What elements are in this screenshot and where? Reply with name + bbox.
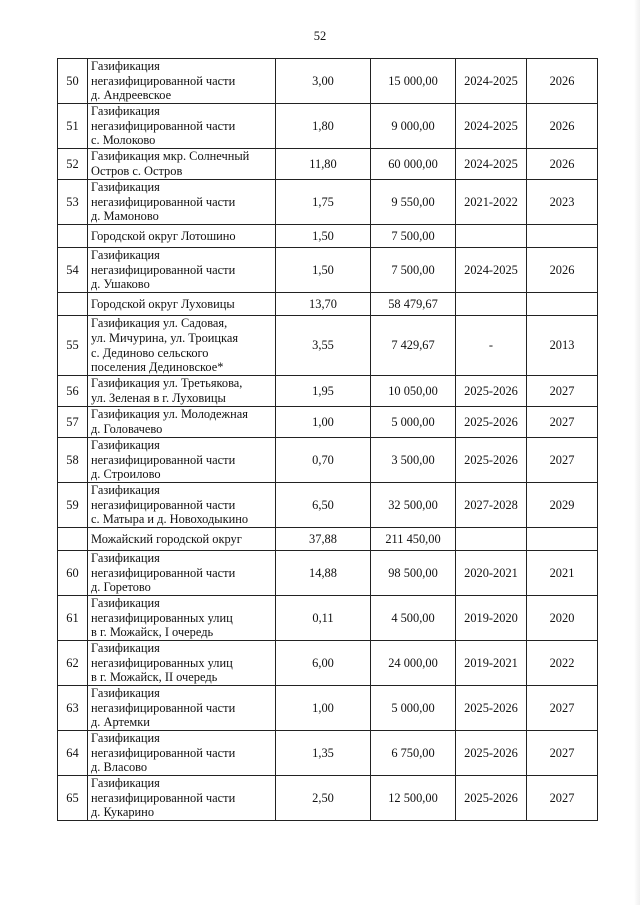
cost-cell: 12 500,00 (371, 776, 456, 821)
commissioning-year-cell: 2020 (527, 596, 598, 641)
row-number-cell: 57 (58, 407, 88, 438)
cost-cell: 7 429,67 (371, 316, 456, 376)
row-number-cell (58, 528, 88, 551)
cost-cell: 60 000,00 (371, 149, 456, 180)
cost-cell: 32 500,00 (371, 483, 456, 528)
construction-period-cell: - (456, 316, 527, 376)
row-number-cell: 64 (58, 731, 88, 776)
cost-cell: 6 750,00 (371, 731, 456, 776)
commissioning-year-cell (527, 293, 598, 316)
object-name-cell: Газификация негазифицированной части д. Власово (88, 731, 276, 776)
cost-cell: 10 050,00 (371, 376, 456, 407)
object-name-cell: Газификация негазифицированной части д. Горетово (88, 551, 276, 596)
cost-cell: 4 500,00 (371, 596, 456, 641)
scan-edge (634, 0, 640, 905)
table-row (58, 551, 598, 596)
object-name-cell: Газификация ул. Молодежная д. Головачево (88, 407, 276, 438)
row-number-cell (58, 293, 88, 316)
length-cell: 3,00 (276, 59, 371, 104)
row-number-cell: 55 (58, 316, 88, 376)
construction-period-cell: 2024-2025 (456, 104, 527, 149)
commissioning-year-cell (527, 528, 598, 551)
length-cell: 1,95 (276, 376, 371, 407)
district-subtotal-row (58, 528, 598, 551)
length-cell: 1,00 (276, 407, 371, 438)
length-cell: 1,75 (276, 180, 371, 225)
cost-cell: 9 550,00 (371, 180, 456, 225)
commissioning-year-cell: 2027 (527, 407, 598, 438)
table-body (58, 59, 598, 821)
row-number-cell: 60 (58, 551, 88, 596)
row-number-cell: 63 (58, 686, 88, 731)
construction-period-cell: 2024-2025 (456, 248, 527, 293)
object-name-cell: Газификация негазифицированной части с. Матыра и д. Новоходыкино (88, 483, 276, 528)
length-cell: 1,50 (276, 225, 371, 248)
object-name-cell: Газификация ул. Третьякова, ул. Зеленая в г. Луховицы (88, 376, 276, 407)
length-cell: 0,70 (276, 438, 371, 483)
commissioning-year-cell (527, 225, 598, 248)
cost-cell: 7 500,00 (371, 248, 456, 293)
row-number-cell: 54 (58, 248, 88, 293)
length-cell: 11,80 (276, 149, 371, 180)
table-row (58, 438, 598, 483)
commissioning-year-cell: 2027 (527, 686, 598, 731)
gasification-table (57, 58, 598, 821)
length-cell: 6,50 (276, 483, 371, 528)
cost-cell: 15 000,00 (371, 59, 456, 104)
commissioning-year-cell: 2027 (527, 438, 598, 483)
district-subtotal-row (58, 293, 598, 316)
length-cell: 1,00 (276, 686, 371, 731)
length-cell: 0,11 (276, 596, 371, 641)
table-row (58, 104, 598, 149)
cost-cell: 58 479,67 (371, 293, 456, 316)
commissioning-year-cell: 2026 (527, 149, 598, 180)
table-row (58, 641, 598, 686)
construction-period-cell: 2024-2025 (456, 149, 527, 180)
object-name-cell: Газификация негазифицированной части д. Строилово (88, 438, 276, 483)
length-cell: 1,35 (276, 731, 371, 776)
row-number-cell: 59 (58, 483, 88, 528)
commissioning-year-cell: 2026 (527, 104, 598, 149)
object-name-cell: Газификация ул. Садовая, ул. Мичурина, ул. Троицкая с. Дединово сельского поселения Дединовское* (88, 316, 276, 376)
length-cell: 1,50 (276, 248, 371, 293)
row-number-cell: 56 (58, 376, 88, 407)
row-number-cell (58, 225, 88, 248)
length-cell: 6,00 (276, 641, 371, 686)
cost-cell: 5 000,00 (371, 686, 456, 731)
table-row (58, 59, 598, 104)
table-row (58, 596, 598, 641)
object-name-cell: Можайский городской округ (88, 528, 276, 551)
cost-cell: 211 450,00 (371, 528, 456, 551)
construction-period-cell (456, 528, 527, 551)
cost-cell: 3 500,00 (371, 438, 456, 483)
construction-period-cell: 2020-2021 (456, 551, 527, 596)
object-name-cell: Газификация негазифицированных улиц в г. Можайск, I очередь (88, 596, 276, 641)
table-row (58, 686, 598, 731)
construction-period-cell: 2024-2025 (456, 59, 527, 104)
row-number-cell: 58 (58, 438, 88, 483)
table-row (58, 483, 598, 528)
length-cell: 14,88 (276, 551, 371, 596)
cost-cell: 7 500,00 (371, 225, 456, 248)
commissioning-year-cell: 2027 (527, 376, 598, 407)
commissioning-year-cell: 2026 (527, 248, 598, 293)
cost-cell: 98 500,00 (371, 551, 456, 596)
row-number-cell: 51 (58, 104, 88, 149)
construction-period-cell: 2025-2026 (456, 686, 527, 731)
construction-period-cell (456, 293, 527, 316)
table-row (58, 180, 598, 225)
length-cell: 13,70 (276, 293, 371, 316)
construction-period-cell: 2021-2022 (456, 180, 527, 225)
table-row (58, 248, 598, 293)
table-row (58, 731, 598, 776)
construction-period-cell: 2019-2020 (456, 596, 527, 641)
commissioning-year-cell: 2026 (527, 59, 598, 104)
row-number-cell: 61 (58, 596, 88, 641)
commissioning-year-cell: 2027 (527, 776, 598, 821)
object-name-cell: Газификация негазифицированной части д. Артемки (88, 686, 276, 731)
page-number: 52 (313, 29, 327, 43)
row-number-cell: 52 (58, 149, 88, 180)
table-row (58, 776, 598, 821)
object-name-cell: Городской округ Луховицы (88, 293, 276, 316)
construction-period-cell: 2025-2026 (456, 776, 527, 821)
construction-period-cell: 2027-2028 (456, 483, 527, 528)
object-name-cell: Газификация негазифицированных улиц в г. Можайск, II очередь (88, 641, 276, 686)
commissioning-year-cell: 2029 (527, 483, 598, 528)
commissioning-year-cell: 2027 (527, 731, 598, 776)
length-cell: 1,80 (276, 104, 371, 149)
commissioning-year-cell: 2021 (527, 551, 598, 596)
construction-period-cell: 2019-2021 (456, 641, 527, 686)
object-name-cell: Газификация негазифицированной части д. Андреевское (88, 59, 276, 104)
object-name-cell: Городской округ Лотошино (88, 225, 276, 248)
construction-period-cell: 2025-2026 (456, 407, 527, 438)
table-row (58, 407, 598, 438)
cost-cell: 5 000,00 (371, 407, 456, 438)
cost-cell: 24 000,00 (371, 641, 456, 686)
construction-period-cell (456, 225, 527, 248)
object-name-cell: Газификация негазифицированной части д. Мамоново (88, 180, 276, 225)
table-row (58, 149, 598, 180)
object-name-cell: Газификация негазифицированной части д. Кукарино (88, 776, 276, 821)
length-cell: 2,50 (276, 776, 371, 821)
row-number-cell: 53 (58, 180, 88, 225)
construction-period-cell: 2025-2026 (456, 731, 527, 776)
construction-period-cell: 2025-2026 (456, 376, 527, 407)
row-number-cell: 50 (58, 59, 88, 104)
construction-period-cell: 2025-2026 (456, 438, 527, 483)
table-row (58, 316, 598, 376)
table-row (58, 376, 598, 407)
commissioning-year-cell: 2022 (527, 641, 598, 686)
cost-cell: 9 000,00 (371, 104, 456, 149)
commissioning-year-cell: 2013 (527, 316, 598, 376)
object-name-cell: Газификация негазифицированной части с. Молоково (88, 104, 276, 149)
object-name-cell: Газификация мкр. Солнечный Остров с. Остров (88, 149, 276, 180)
length-cell: 3,55 (276, 316, 371, 376)
row-number-cell: 62 (58, 641, 88, 686)
length-cell: 37,88 (276, 528, 371, 551)
row-number-cell: 65 (58, 776, 88, 821)
district-subtotal-row (58, 225, 598, 248)
object-name-cell: Газификация негазифицированной части д. Ушаково (88, 248, 276, 293)
commissioning-year-cell: 2023 (527, 180, 598, 225)
